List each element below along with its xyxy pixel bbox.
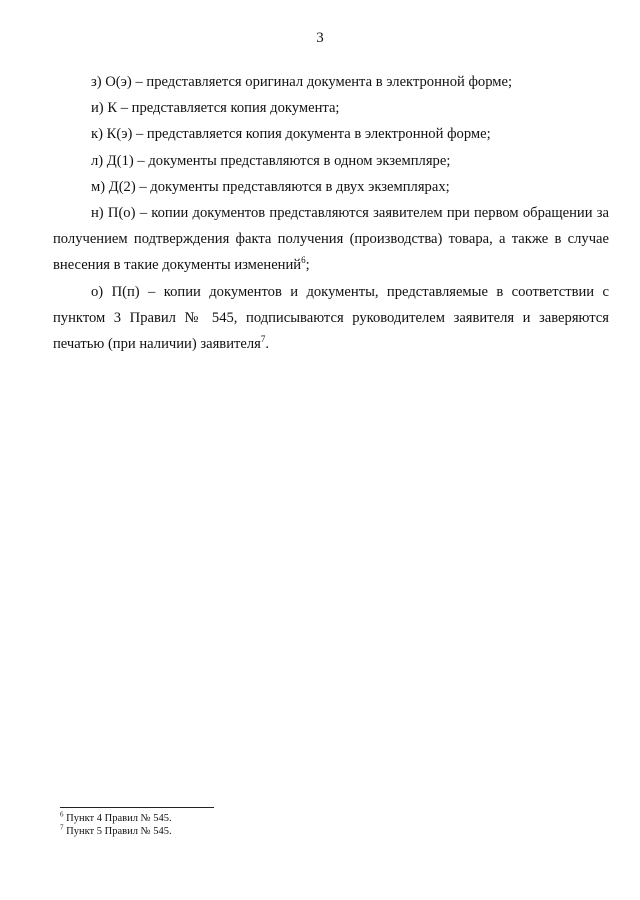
list-item-m (53, 174, 609, 200)
paragraph-text: з) О(э) – представляется оригинал документа в электронной форме; (91, 74, 513, 90)
document-body (53, 69, 609, 357)
footnote (60, 812, 460, 825)
list-item-l (53, 148, 609, 174)
paragraph-text: н) П(о) – копии документов представляются заявителем при первом обращении за получением подтверждения факта получения (производства) товара, а также в случае внесения в такие документы изменений (53, 205, 609, 274)
paragraph-text: о) П(п) – копии документов и документы, представляемые в соответствии с пунктом 3 Правил № 545, подписываются руководителем заявителя и заверяются печатью (при наличии) заявителя (53, 283, 609, 353)
footnote (60, 825, 460, 838)
paragraph-text: и) К – представляется копия документа; (91, 100, 340, 117)
list-item-n (53, 200, 609, 279)
paragraph-text: к) К(э) – представляется копия документа в электронной форме; (91, 126, 491, 143)
footnote-text: Пункт 4 Правил № 545. (63, 813, 172, 824)
footnote-separator (60, 807, 214, 808)
paragraph-text: м) Д(2) – документы представляются в двух экземплярах; (91, 178, 450, 195)
footnote-mark: 6 (60, 810, 64, 819)
footnote-text: Пункт 5 Правил № 545. (63, 826, 172, 837)
footnote-reference: 7 (260, 334, 266, 345)
list-item-k (53, 121, 609, 147)
list-item-o (53, 279, 609, 358)
paragraph-text: л) Д(1) – документы представляются в одном экземпляре; (91, 152, 451, 169)
footnotes (60, 812, 460, 838)
page-number: 3 (316, 30, 324, 46)
paragraph-tail: . (265, 336, 270, 353)
paragraph-tail: ; (305, 257, 310, 274)
footnote-mark: 7 (60, 823, 64, 832)
list-item-i (53, 95, 609, 121)
footnote-reference: 6 (301, 255, 306, 266)
list-item-z (53, 69, 609, 95)
